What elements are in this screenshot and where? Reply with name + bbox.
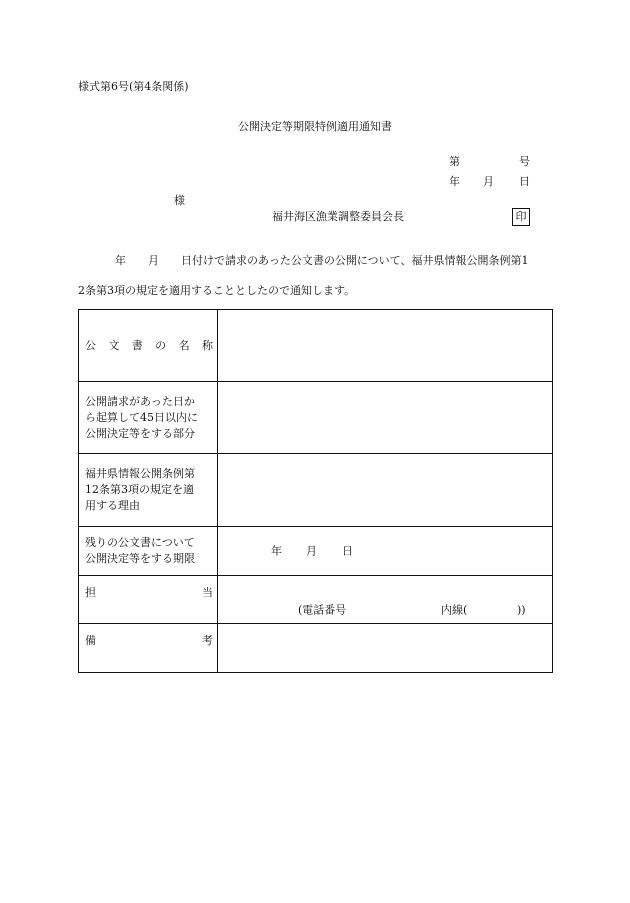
document-title: 公開決定等期限特例適用通知書	[238, 120, 392, 133]
label-char: 考	[202, 634, 213, 647]
deadline-month: 月	[306, 544, 317, 558]
value-document-name[interactable]	[218, 310, 553, 382]
label-char: 当	[202, 585, 213, 599]
value-deadline[interactable]	[218, 527, 553, 576]
notice-table	[78, 309, 553, 673]
label-line: 公開決定等をする部分	[85, 426, 195, 440]
label-char: 担	[85, 585, 96, 599]
deadline-day: 日	[342, 544, 353, 558]
label-line: 公開決定等をする期限	[85, 552, 195, 565]
label-char: 名	[178, 338, 190, 352]
sender-name: 福井海区漁業調整委員会長	[272, 210, 404, 223]
label-partial-decision	[79, 382, 218, 454]
table-row-document-name	[79, 310, 553, 382]
label-document-name	[79, 310, 218, 382]
table-row-partial-decision	[79, 382, 553, 454]
issue-date-day: 日	[519, 175, 530, 188]
label-line: ら起算して45日以内に	[85, 410, 198, 424]
recipient-honorific: 様	[174, 194, 185, 207]
label-char: 備	[85, 634, 96, 647]
label-char: の	[155, 338, 167, 352]
seal-stamp: 印	[512, 208, 530, 226]
value-contact[interactable]	[218, 576, 553, 624]
label-char: 称	[201, 338, 213, 352]
label-char: 書	[131, 338, 143, 352]
value-partial-decision[interactable]	[218, 382, 553, 454]
doc-number-go: 号	[519, 155, 530, 168]
label-char: 公	[85, 338, 96, 352]
label-line: 12条第3項の規定を適	[85, 483, 194, 496]
form-number: 様式第6号(第4条関係)	[78, 80, 189, 93]
label-line: 福井県情報公開条例第	[85, 467, 195, 480]
label-remarks	[79, 624, 218, 673]
issue-date-year: 年	[449, 175, 460, 188]
value-reason[interactable]	[218, 454, 553, 527]
value-remarks[interactable]	[218, 624, 553, 673]
label-reason	[79, 454, 218, 527]
table-row-reason	[79, 454, 553, 527]
label-deadline	[79, 527, 218, 576]
body-text-line-2: 2条第3項の規定を適用することとしたので通知します。	[78, 284, 356, 297]
body-text-line-1: 年 月 日付けで請求のあった公文書の公開について、福井県情報公開条例第1	[115, 254, 529, 267]
label-char: 文	[108, 338, 120, 352]
table-row-contact	[79, 576, 553, 624]
issue-date-month: 月	[483, 175, 494, 188]
label-line: 公開請求があった日か	[85, 394, 195, 408]
table-row-remarks	[79, 624, 553, 673]
label-line: 残りの公文書について	[85, 536, 195, 549]
table-row-deadline	[79, 527, 553, 576]
deadline-year: 年	[271, 544, 282, 558]
label-contact	[79, 576, 218, 624]
doc-number-dai: 第	[449, 155, 460, 168]
contact-close: ))	[517, 603, 526, 617]
contact-tel: (電話番号	[298, 603, 347, 617]
contact-ext: 内線(	[441, 603, 468, 617]
label-line: 用する理由	[85, 499, 140, 512]
